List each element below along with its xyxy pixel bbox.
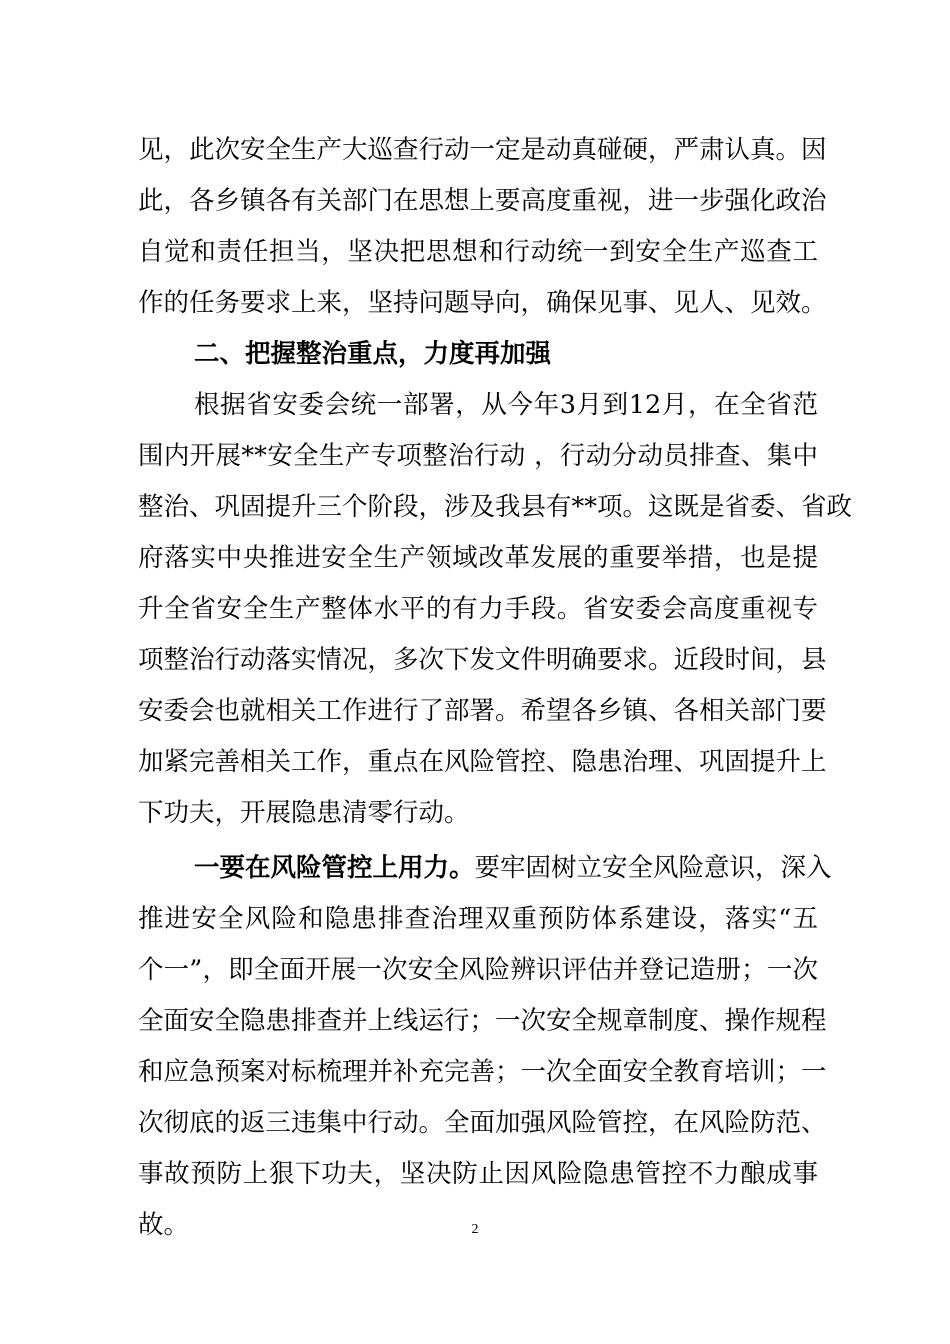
- paragraph-3-line-7: 事故预防上狠下功夫，坚决防止因风险隐患管控不力酿成事: [138, 1159, 818, 1189]
- paragraph-3-lead: 一要在风险管控上用力。: [194, 853, 475, 883]
- paragraph-2-line-3: 整治、巩固提升三个阶段，涉及我县有**项。这既是省委、省政: [138, 492, 853, 522]
- paragraph-2-line-5: 升全省安全生产整体水平的有力手段。省安委会高度重视专: [138, 594, 818, 624]
- paragraph-2-line-6: 项整治行动落实情况，多次下发文件明确要求。近段时间，县: [138, 645, 827, 675]
- paragraph-1-line-3: 自觉和责任担当，坚决把思想和行动统一到安全生产巡查工: [138, 237, 818, 267]
- paragraph-2-line-1: 根据省安委会统一部署，从今年3月到12月，在全省范: [194, 390, 818, 420]
- paragraph-1-line-1: 见，此次安全生产大巡查行动一定是动真碰硬，严肃认真。因: [138, 135, 827, 165]
- paragraph-2-line-7: 安委会也就相关工作进行了部署。希望各乡镇、各相关部门要: [138, 696, 827, 726]
- paragraph-3-line-6: 次彻底的返三违集中行动。全面加强风险管控，在风险防范、: [138, 1108, 827, 1138]
- section-heading: 二、把握整治重点，力度再加强: [194, 339, 552, 369]
- paragraph-3-line-1: [194, 848, 832, 888]
- paragraph-2-line-8: 加紧完善相关工作，重点在风险管控、隐患治理、巩固提升上: [138, 747, 827, 777]
- paragraph-3-line-8: 故。: [138, 1210, 190, 1240]
- paragraph-3-line-3: 个一”，即全面开展一次安全风险辨识评估并登记造册；一次: [138, 955, 818, 985]
- page-number: 2: [471, 1222, 479, 1237]
- paragraph-3-line-2: 推进安全风险和隐患排查治理双重预防体系建设，落实“五: [138, 904, 818, 934]
- paragraph-2-line-9: 下功夫，开展隐患清零行动。: [138, 798, 470, 828]
- paragraph-2-line-2: 围内开展**安全生产专项整治行动 ，行动分动员排查、集中: [138, 441, 818, 471]
- paragraph-3-line-4: 全面安全隐患排查并上线运行；一次安全规章制度、操作规程: [138, 1006, 827, 1036]
- paragraph-2-line-4: 府落实中央推进安全生产领域改革发展的重要举措，也是提: [138, 543, 818, 573]
- paragraph-3-line-5: 和应急预案对标梳理并补充完善；一次全面安全教育培训；一: [138, 1057, 827, 1087]
- paragraph-1-line-2: 此，各乡镇各有关部门在思想上要高度重视，进一步强化政治: [138, 186, 827, 216]
- paragraph-1-line-4: 作的任务要求上来，坚持问题导向，确保见事、见人、见效。: [138, 288, 827, 318]
- paragraph-3-first-line-rest: 要牢固树立安全风险意识，深入: [474, 853, 832, 883]
